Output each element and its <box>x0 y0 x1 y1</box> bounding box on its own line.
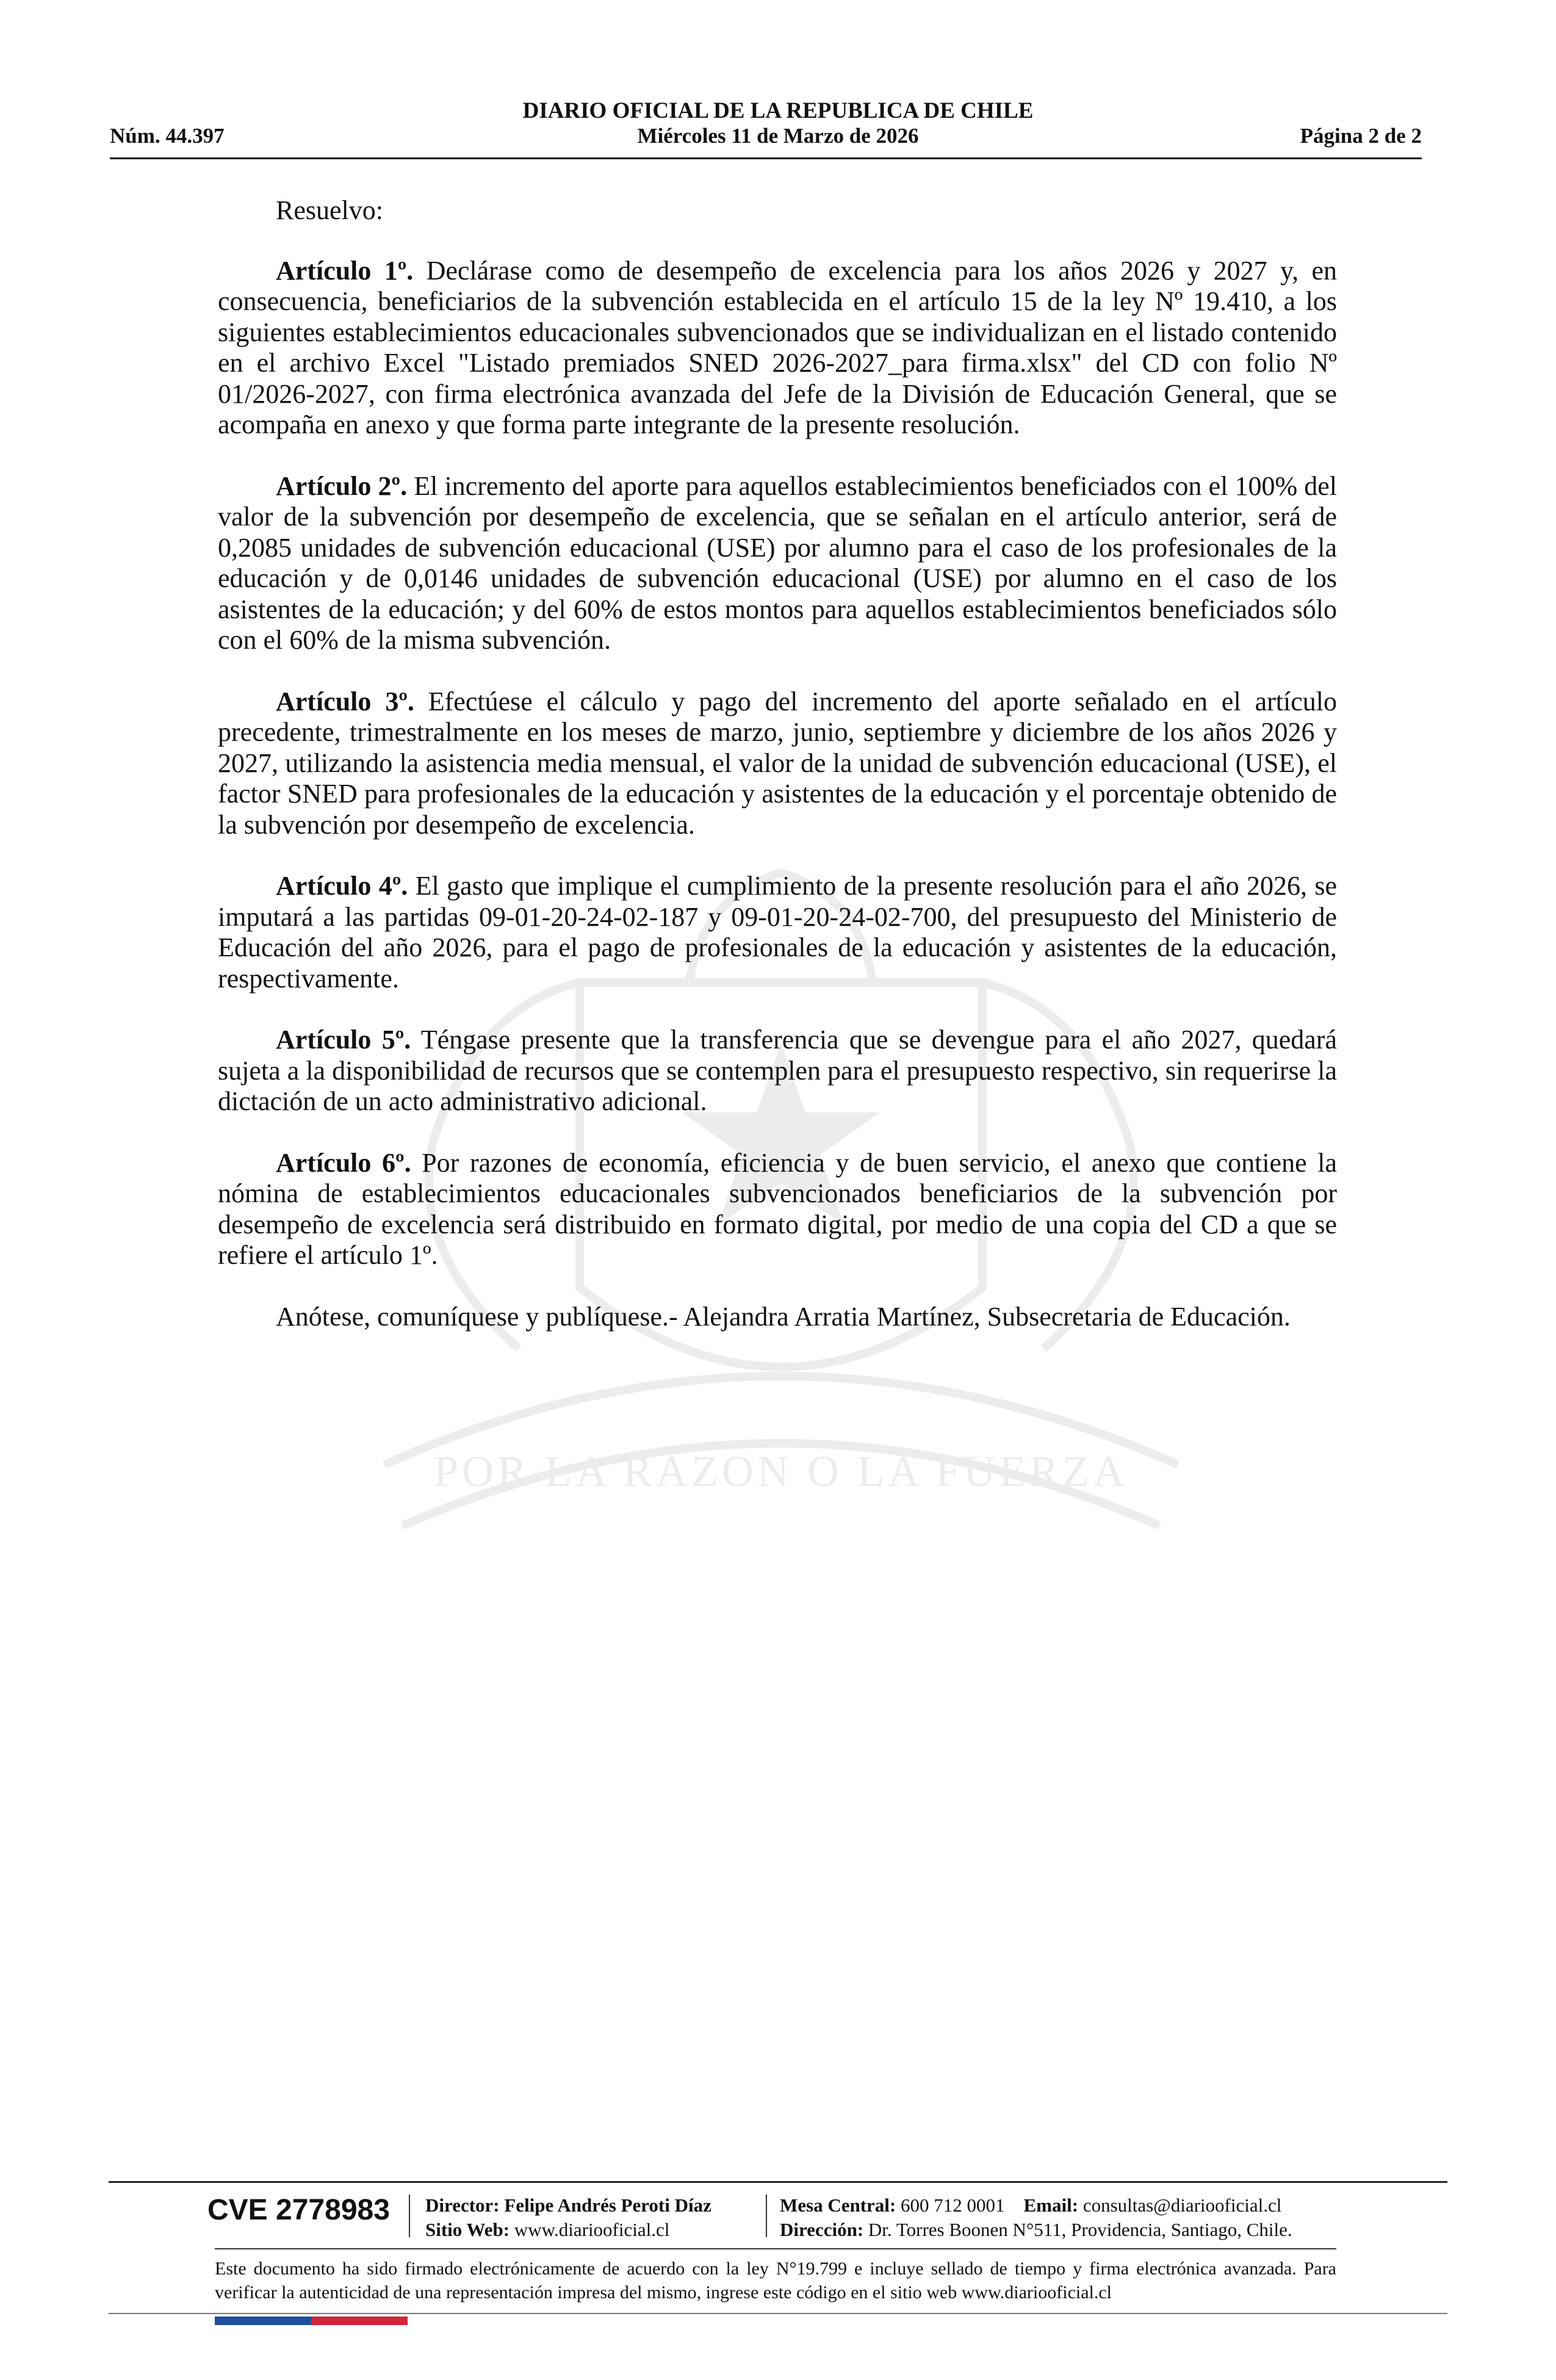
article-heading: Artículo 6º. <box>276 1147 411 1178</box>
site-label: Sitio Web: <box>425 2219 510 2240</box>
footer-divider-bottom <box>109 2313 1447 2314</box>
site-link[interactable]: www.diariooficial.cl <box>514 2219 670 2240</box>
article-text: El incremento del aporte para aquellos establecimientos beneficiados con el 100% del valor de la subvención por desempeño de excelencia, que se señalan en el artículo anterior, será de 0,2085 unidades de subvención educacional (USE) por alumno para el caso de los profesionales de la educación y de 0,0146 unidades de subvención educacional (USE) por alumno en el caso de los asistentes de la educación; y del 60% de estos montos para aquellos establecimientos beneficiados sólo con el 60% de la misma subvención. <box>218 471 1337 655</box>
article-5 <box>218 1025 1337 1117</box>
resuelvo-heading: Resuelvo: <box>276 195 383 225</box>
footer-separator <box>409 2194 410 2237</box>
mesa-label: Mesa Central: <box>780 2194 896 2216</box>
footer-divider-middle <box>215 2248 1336 2249</box>
article-heading: Artículo 5º. <box>276 1025 411 1055</box>
article-text: Declárase como de desempeño de excelencia para los años 2026 y 2027 y, en consecuencia, beneficiarios de la subvención establecida en el artículo 15 de la ley Nº 19.410, a los siguientes establecimientos educacionales subvencionados que se individualizan en el listado contenido en el archivo Excel "Listado premiados SNED 2026-2027_para firma.xlsx" del CD con folio Nº 01/2026-2027, con firma electrónica avanzada del Jefe de la División de Educación General, que se acompaña en anexo y que forma parte integrante de la presente resolución. <box>218 255 1337 439</box>
page-indicator: Página 2 de 2 <box>1300 124 1422 148</box>
article-heading: Artículo 1º. <box>276 255 414 286</box>
footer-separator <box>766 2194 767 2237</box>
article-text: El gasto que implique el cumplimiento de la presente resolución para el año 2026, se imputará a las partidas 09-01-20-24-02-187 y 09-01-20-24-02-700, del presupuesto del Ministerio de Educación del año 2026, para el pago de profesionales de la educación y asistentes de la educación, respectivamente. <box>218 871 1337 993</box>
address-value: Dr. Torres Boonen N°511, Providencia, Santiago, Chile. <box>868 2219 1292 2240</box>
signature-notice: Este documento ha sido firmado electrónicamente de acuerdo con la ley N°19.799 e incluye sellado de tiempo y firma electrónica avanzada. Para verificar la autenticidad de una representación impresa del mismo, ingrese este código en el sitio web www.diariooficial.cl <box>215 2259 1336 2302</box>
address-label: Dirección: <box>780 2219 864 2240</box>
article-heading: Artículo 2º. <box>276 471 408 501</box>
article-heading: Artículo 3º. <box>276 686 414 716</box>
article-4 <box>218 871 1337 994</box>
flag-stripe-red <box>311 2317 408 2325</box>
article-1 <box>218 256 1337 441</box>
cve-code: CVE 2778983 <box>207 2194 390 2226</box>
article-heading: Artículo 4º. <box>276 871 408 901</box>
email-link[interactable]: consultas@diariooficial.cl <box>1082 2194 1282 2216</box>
footer-director-block <box>425 2193 711 2242</box>
article-2 <box>218 471 1337 656</box>
director-name: Felipe Andrés Peroti Díaz <box>504 2194 711 2216</box>
director-label: Director: <box>425 2194 500 2216</box>
article-6 <box>218 1148 1337 1271</box>
footer-contact-block <box>780 2193 1292 2242</box>
issue-number: Núm. 44.397 <box>110 124 225 148</box>
closing-signature: Anótese, comuníquese y publíquese.- Alejandra Arratia Martínez, Subsecretaria de Educación. <box>276 1301 1291 1332</box>
article-3 <box>218 687 1337 841</box>
email-label: Email: <box>1023 2194 1079 2216</box>
document-body <box>218 195 1337 1363</box>
header-divider <box>110 157 1422 159</box>
newspaper-title: DIARIO OFICIAL DE LA REPUBLICA DE CHILE <box>522 98 1034 123</box>
flag-stripe-blue <box>215 2317 311 2325</box>
watermark-motto: POR LA RAZON O LA FUERZA <box>433 1447 1129 1496</box>
issue-date: Miércoles 11 de Marzo de 2026 <box>637 124 919 148</box>
mesa-phone: 600 712 0001 <box>901 2194 1005 2216</box>
article-text: Por razones de economía, eficiencia y de buen servicio, el anexo que contiene la nómina de establecimientos educacionales subvencionados beneficiarios de la subvención por desempeño de excelencia será distribuido en formato digital, por medio de una copia del CD a que se refiere el artículo 1º. <box>218 1147 1338 1270</box>
footer-divider-top <box>109 2181 1447 2183</box>
article-text: Efectúese el cálculo y pago del incremento del aporte señalado en el artículo precedente, trimestralmente en los meses de marzo, junio, septiembre y diciembre de los años 2026 y 2027, utilizando la asistencia media mensual, el valor de la unidad de subvención educacional (USE), el factor SNED para profesionales de la educación y asistentes de la educación y el porcentaje obtenido de la subvención por desempeño de excelencia. <box>218 686 1337 840</box>
article-text: Téngase presente que la transferencia que se devengue para el año 2027, quedará sujeta a la disponibilidad de recursos que se contemplen para el presupuesto respectivo, sin requerirse la dictación de un acto administrativo adicional. <box>218 1025 1337 1116</box>
